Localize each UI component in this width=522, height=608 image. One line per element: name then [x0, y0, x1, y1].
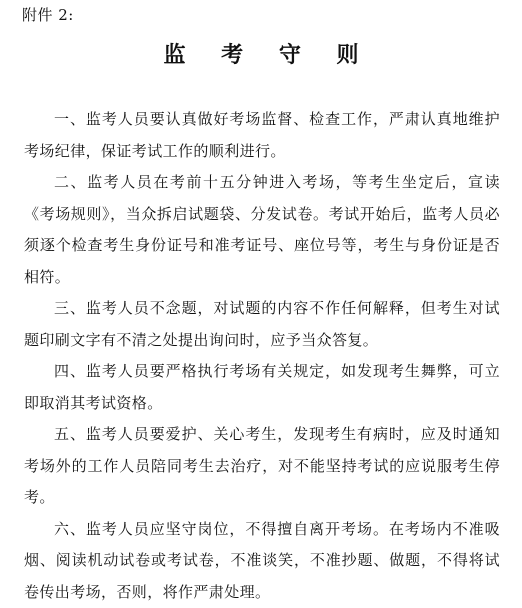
- document-body: [24, 104, 500, 608]
- attachment-label: 附件 2:: [22, 6, 74, 24]
- rule-paragraph-2: 二、监考人员在考前十五分钟进入考场，等考生坐定后，宣读《考场规则》，当众拆启试题袋、分发试卷。考试开始后，监考人员必须逐个检查考生身份证号和准考证号、座位号等，考生与身份证是否相符。: [24, 173, 500, 286]
- rule-paragraph-3: 三、监考人员不念题，对试题的内容不作任何解释，但考生对试题印刷文字有不清之处提出询问时，应予当众答复。: [24, 299, 500, 349]
- rule-paragraph-1: 一、监考人员要认真做好考场监督、检查工作，严肃认真地维护考场纪律，保证考试工作的顺利进行。: [24, 110, 500, 160]
- rule-paragraph-5: 五、监考人员要爱护、关心考生，发现考生有病时，应及时通知考场外的工作人员陪同考生去治疗，对不能坚持考试的应说服考生停考。: [24, 425, 500, 506]
- document-title: 监 考 守 则: [163, 42, 373, 68]
- rule-paragraph-6: 六、监考人员应坚守岗位，不得擅自离开考场。在考场内不准吸烟、阅读机动试卷或考试卷，不准谈笑，不准抄题、做题，不得将试卷传出考场，否则，将作严肃处理。: [24, 519, 500, 601]
- rule-paragraph-4: 四、监考人员要严格执行考场有关规定，如发现考生舞弊，可立即取消其考试资格。: [24, 362, 500, 412]
